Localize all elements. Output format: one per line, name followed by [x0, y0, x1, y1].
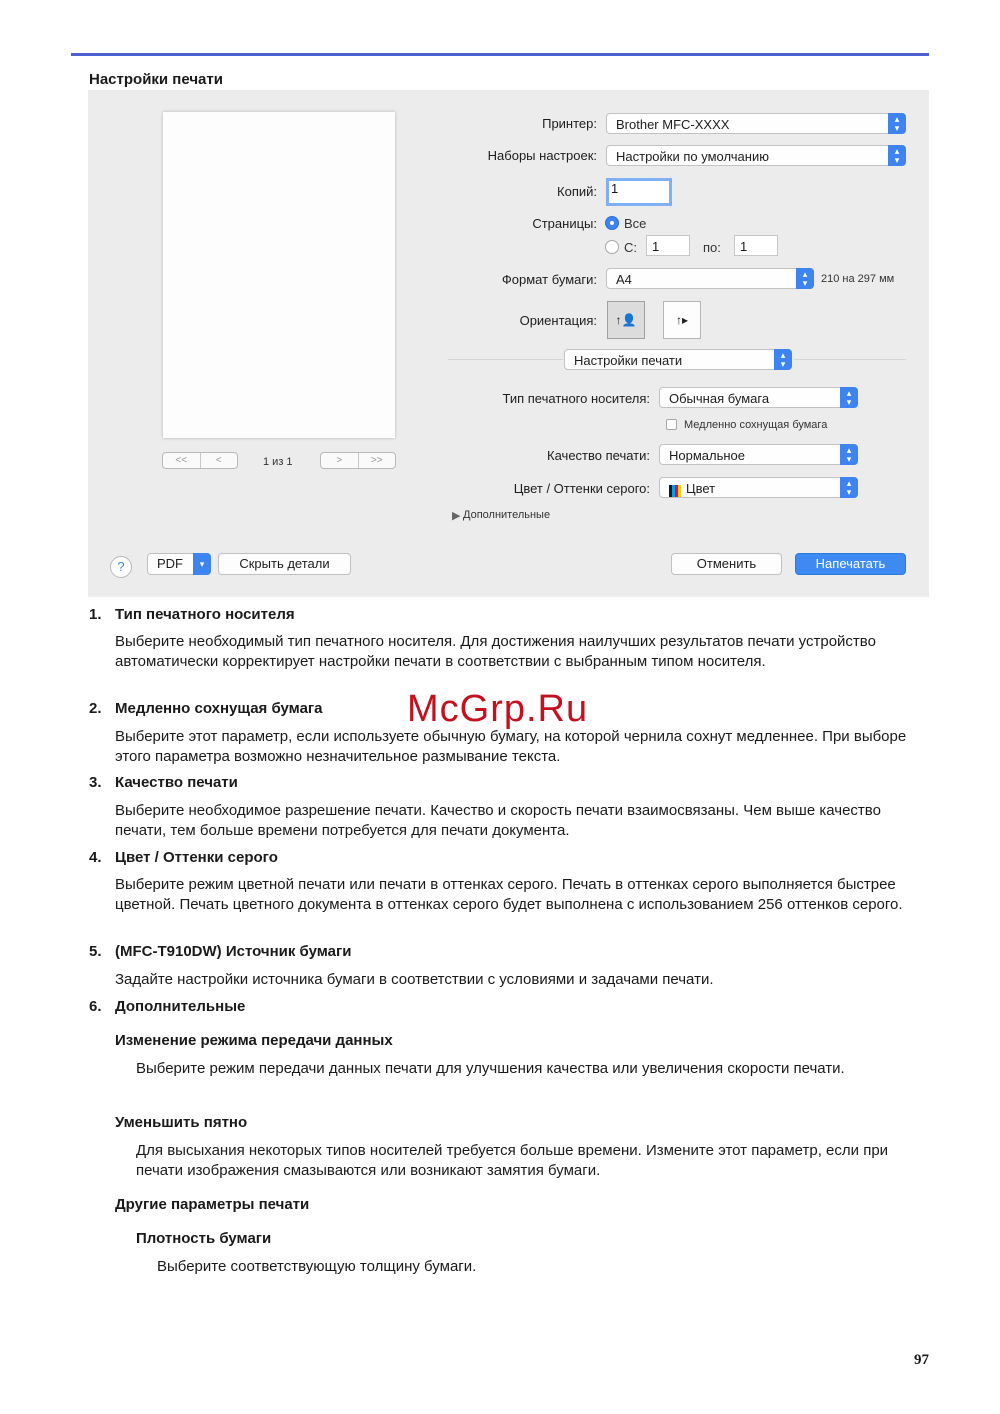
subitem-title: Изменение режима передачи данных — [115, 1032, 393, 1049]
item-text: Выберите этот параметр, если используете обычную бумагу, на которой чернила сохнут медленнее. При выборе этого параметра возможно незначительное размывание текста. — [115, 728, 907, 765]
header-rule — [71, 53, 929, 56]
print-button[interactable]: Напечатать — [795, 553, 906, 575]
print-quality-label: Качество печати: — [547, 448, 650, 463]
item-number: 5. — [89, 943, 102, 960]
orientation-label: Ориентация: — [519, 313, 597, 328]
preview-back-nav[interactable] — [162, 452, 238, 469]
subitem-title: Другие параметры печати — [115, 1196, 310, 1213]
color-gray-label: Цвет / Оттенки серого: — [513, 481, 650, 496]
slow-drying-label: Медленно сохнущая бумага — [684, 419, 828, 431]
chevron-updown-icon: ▴ ▾ — [840, 477, 858, 498]
chevron-updown-icon: ▴ ▾ — [888, 113, 906, 134]
prev-page-button[interactable]: < — [200, 453, 238, 468]
paper-dimensions: 210 на 297 мм — [821, 273, 895, 285]
watermark: McGrp.Ru — [407, 688, 589, 730]
separator-left — [448, 359, 563, 360]
portrait-orientation-button[interactable] — [607, 301, 645, 339]
portrait-icon: ↑👤 — [615, 313, 637, 327]
pages-from-input[interactable]: 1 — [646, 235, 690, 256]
item-text: Выберите режим цветной печати или печати в оттенках серого. Печать в оттенках серого выполняется быстрее цветной. Печать цветного документа в оттенках серого будет выполнена с использованием 256 оттенков серого. — [115, 876, 903, 913]
next-page-button[interactable]: > — [336, 455, 343, 466]
landscape-icon: ↑▸ — [675, 313, 689, 327]
panel-select[interactable]: Настройки печати ▴ ▾ — [564, 349, 792, 370]
chevron-updown-icon: ▴ ▾ — [840, 444, 858, 465]
pages-to-label: по: — [703, 240, 721, 255]
first-page-button[interactable]: << — [175, 455, 188, 466]
page-number: 97 — [914, 1352, 929, 1368]
subitem-text: Выберите режим передачи данных печати для улучшения качества или увеличения скорости печати. — [136, 1060, 845, 1077]
section-title: Настройки печати — [89, 71, 223, 88]
color-gray-select[interactable]: Цвет ▴ ▾ — [659, 477, 858, 498]
cancel-button[interactable]: Отменить — [671, 553, 782, 575]
subsubitem-text: Выберите соответствующую толщину бумаги. — [157, 1258, 477, 1275]
presets-label: Наборы настроек: — [487, 148, 597, 163]
separator-right — [794, 359, 906, 360]
pages-to-input[interactable]: 1 — [734, 235, 778, 256]
chevron-updown-icon: ▴ ▾ — [774, 349, 792, 370]
pages-label: Страницы: — [532, 216, 597, 231]
pages-all-radio[interactable] — [605, 216, 619, 230]
print-quality-select[interactable]: Нормальное ▴ ▾ — [659, 444, 858, 465]
preview-forward-nav[interactable] — [320, 452, 396, 469]
subitem-text: Для высыхания некоторых типов носителей требуется больше времени. Измените этот параметр, если при печати изображения смазываются или возникают замятия бумаги. — [136, 1142, 889, 1179]
media-type-label: Тип печатного носителя: — [502, 391, 650, 406]
item-number: 3. — [89, 774, 102, 791]
print-preview — [163, 112, 395, 438]
hide-details-button[interactable]: Скрыть детали — [218, 553, 351, 575]
item-title: Медленно сохнущая бумага — [115, 700, 323, 717]
item-number: 4. — [89, 849, 102, 866]
subitem-title: Уменьшить пятно — [115, 1114, 248, 1131]
paper-size-label: Формат бумаги: — [501, 272, 597, 287]
item-title: Качество печати — [115, 774, 238, 791]
pages-range-radio[interactable] — [605, 240, 619, 254]
printer-label: Принтер: — [542, 116, 597, 131]
subsubitem-title: Плотность бумаги — [136, 1230, 272, 1247]
media-type-select[interactable]: Обычная бумага ▴ ▾ — [659, 387, 858, 408]
presets-select[interactable]: Настройки по умолчанию ▴ ▾ — [606, 145, 906, 166]
pages-all-label: Все — [624, 216, 647, 231]
help-button[interactable]: ? — [110, 556, 132, 578]
chevron-down-icon: ▾ — [193, 553, 211, 575]
item-title: (MFC-T910DW) Источник бумаги — [115, 943, 352, 960]
page-counter: 1 из 1 — [263, 456, 293, 468]
item-text: Задайте настройки источника бумаги в соответствии с условиями и задачами печати. — [115, 971, 714, 988]
last-page-button[interactable]: >> — [358, 453, 396, 468]
item-title: Дополнительные — [115, 998, 246, 1015]
item-number: 1. — [89, 606, 102, 623]
chevron-updown-icon: ▴ ▾ — [888, 145, 906, 166]
chevron-updown-icon: ▴ ▾ — [796, 268, 814, 289]
landscape-orientation-button[interactable] — [663, 301, 701, 339]
printer-select[interactable]: Brother MFC-XXXX ▴ ▾ — [606, 113, 906, 134]
slow-drying-checkbox[interactable] — [666, 419, 677, 430]
copies-label: Копий: — [557, 184, 597, 199]
pdf-menu-button[interactable]: PDF ▾ — [147, 553, 211, 575]
item-title: Цвет / Оттенки серого — [115, 849, 278, 866]
advanced-toggle[interactable]: Дополнительные — [463, 509, 551, 521]
chevron-updown-icon: ▴ ▾ — [840, 387, 858, 408]
copies-input[interactable]: 1 — [606, 178, 672, 206]
pages-from-label: С: — [624, 240, 637, 255]
print-dialog — [88, 90, 929, 597]
item-text: Выберите необходимый тип печатного носителя. Для достижения наилучших результатов печати устройство автоматически корректирует настройки печати в соответствии с выбранным типом носителя. — [115, 633, 876, 670]
paper-size-select[interactable]: A4 ▴ ▾ — [606, 268, 814, 289]
item-number: 2. — [89, 700, 102, 717]
disclosure-triangle-icon[interactable]: ▶ — [452, 510, 461, 522]
item-number: 6. — [89, 998, 102, 1015]
item-text: Выберите необходимое разрешение печати. Качество и скорость печати взаимосвязаны. Чем выше качество печати, тем больше времени потребуется для печати документа. — [115, 802, 881, 839]
item-title: Тип печатного носителя — [115, 606, 295, 623]
color-icon — [669, 479, 681, 500]
